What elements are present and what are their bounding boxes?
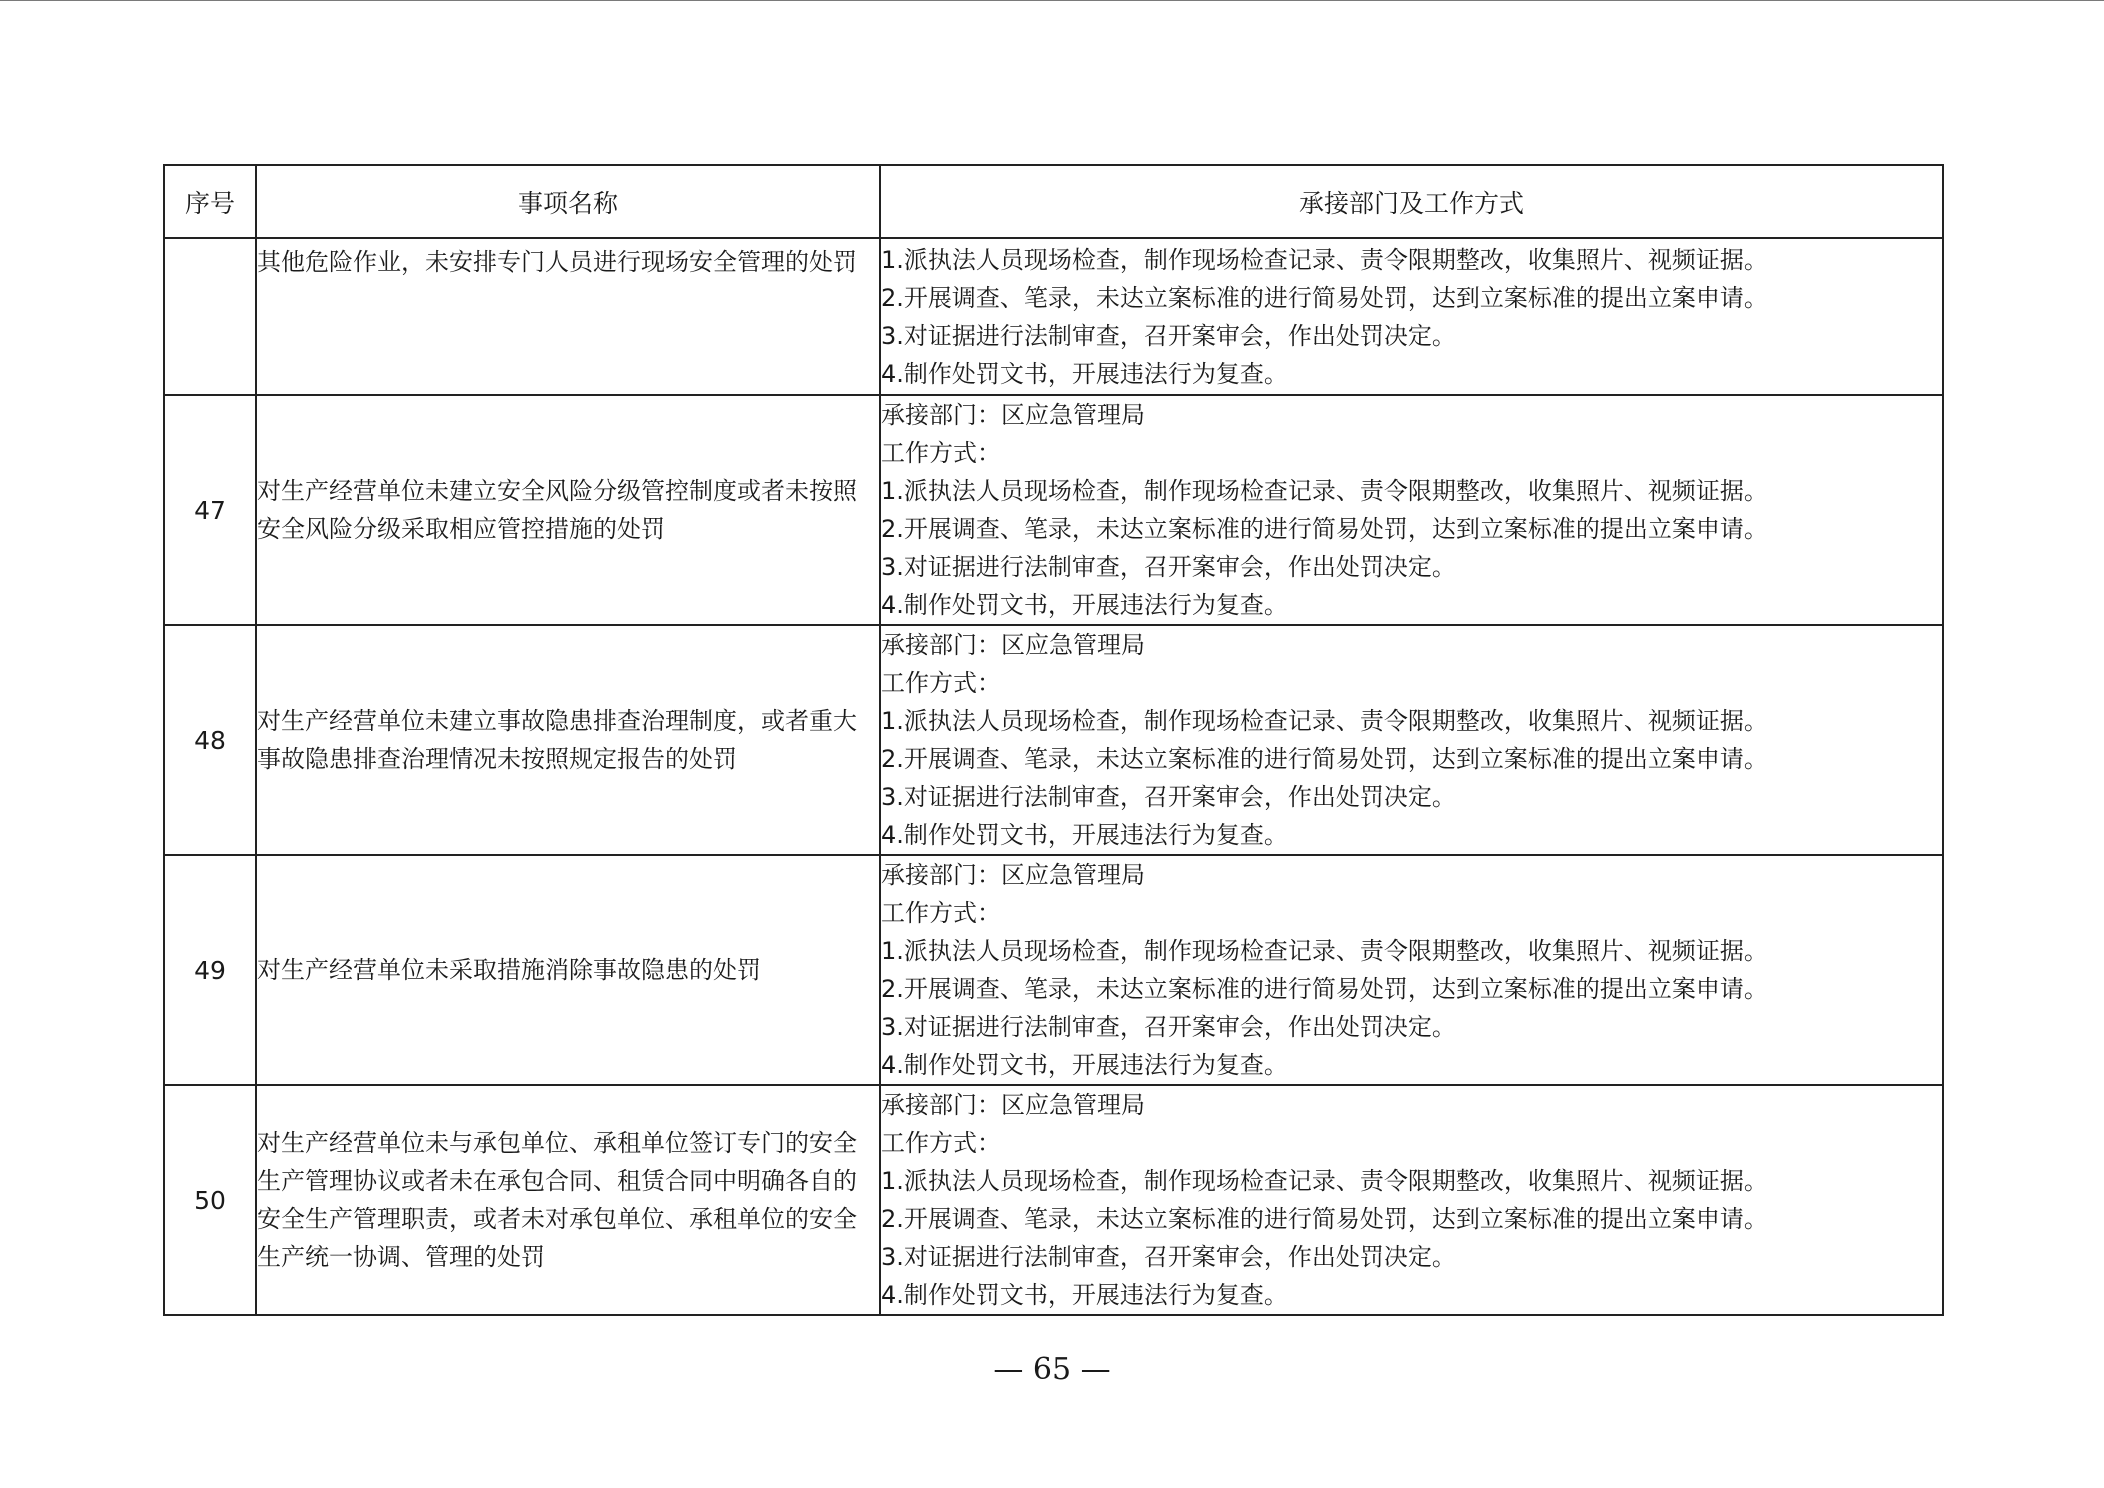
row-item-name: 对生产经营单位未建立事故隐患排查治理制度，或者重大事故隐患排查治理情况未按照规定报告的处罚 [256,625,880,855]
row-item-name: 对生产经营单位未与承包单位、承租单位签订专门的安全生产管理协议或者未在承包合同、租赁合同中明确各自的安全生产管理职责，或者未对承包单位、承租单位的安全生产统一协调、管理的处罚 [256,1085,880,1315]
method-department-line: 承接部门：区应急管理局 [881,631,1145,659]
header-item-name: 事项名称 [256,165,880,238]
method-line: 1.派执法人员现场检查，制作现场检查记录、责令限期整改，收集照片、视频证据。 [881,937,1768,965]
method-line: 2.开展调查、笔录，未达立案标准的进行简易处罚，达到立案标准的提出立案申请。 [881,515,1768,543]
method-line: 2.开展调查、笔录，未达立案标准的进行简易处罚，达到立案标准的提出立案申请。 [881,745,1768,773]
row-item-name: 其他危险作业，未安排专门人员进行现场安全管理的处罚 [256,238,880,395]
table-row [164,855,1943,1085]
row-item-name: 对生产经营单位未采取措施消除事故隐患的处罚 [256,855,880,1085]
method-line: 2.开展调查、笔录，未达立案标准的进行简易处罚，达到立案标准的提出立案申请。 [881,283,1768,312]
method-line: 1.派执法人员现场检查，制作现场检查记录、责令限期整改，收集照片、视频证据。 [881,707,1768,735]
method-department-line: 承接部门：区应急管理局 [881,1091,1145,1119]
row-method-cell [880,238,1943,395]
method-line: 3.对证据进行法制审查，召开案审会，作出处罚决定。 [881,783,1456,811]
method-line: 4.制作处罚文书，开展违法行为复查。 [881,1051,1288,1079]
row-method-cell [880,1085,1943,1315]
table-row [164,238,1943,395]
row-item-name: 对生产经营单位未建立安全风险分级管控制度或者未按照安全风险分级采取相应管控措施的处罚 [256,395,880,625]
method-line: 1.派执法人员现场检查，制作现场检查记录、责令限期整改，收集照片、视频证据。 [881,245,1768,274]
method-line: 3.对证据进行法制审查，召开案审会，作出处罚决定。 [881,1013,1456,1041]
method-label-line: 工作方式： [881,899,1001,927]
method-label-line: 工作方式： [881,669,1001,697]
method-line: 4.制作处罚文书，开展违法行为复查。 [881,359,1288,388]
method-department-line: 承接部门：区应急管理局 [881,401,1145,429]
method-line: 1.派执法人员现场检查，制作现场检查记录、责令限期整改，收集照片、视频证据。 [881,1167,1768,1195]
method-label-line: 工作方式： [881,1129,1001,1157]
document-table [163,164,1944,1316]
row-method-cell [880,395,1943,625]
page-top-border [0,0,2104,1]
method-line: 4.制作处罚文书，开展违法行为复查。 [881,591,1288,619]
method-line: 4.制作处罚文书，开展违法行为复查。 [881,1281,1288,1309]
row-serial-number: 47 [164,395,256,625]
table-row [164,395,1943,625]
method-line: 1.派执法人员现场检查，制作现场检查记录、责令限期整改，收集照片、视频证据。 [881,477,1768,505]
header-serial-number: 序号 [164,165,256,238]
row-serial-number [164,238,256,395]
page-number: — 65 — [993,1352,1111,1387]
table-row [164,1085,1943,1315]
row-serial-number: 50 [164,1085,256,1315]
method-line: 3.对证据进行法制审查，召开案审会，作出处罚决定。 [881,553,1456,581]
table-row [164,625,1943,855]
method-label-line: 工作方式： [881,439,1001,467]
header-department-method: 承接部门及工作方式 [880,165,1943,238]
method-line: 4.制作处罚文书，开展违法行为复查。 [881,821,1288,849]
method-line: 3.对证据进行法制审查，召开案审会，作出处罚决定。 [881,1243,1456,1271]
method-department-line: 承接部门：区应急管理局 [881,861,1145,889]
method-line: 2.开展调查、笔录，未达立案标准的进行简易处罚，达到立案标准的提出立案申请。 [881,1205,1768,1233]
row-serial-number: 48 [164,625,256,855]
row-serial-number: 49 [164,855,256,1085]
table-header-row [164,165,1943,238]
row-method-cell [880,855,1943,1085]
method-line: 2.开展调查、笔录，未达立案标准的进行简易处罚，达到立案标准的提出立案申请。 [881,975,1768,1003]
row-method-cell [880,625,1943,855]
method-line: 3.对证据进行法制审查，召开案审会，作出处罚决定。 [881,321,1456,350]
